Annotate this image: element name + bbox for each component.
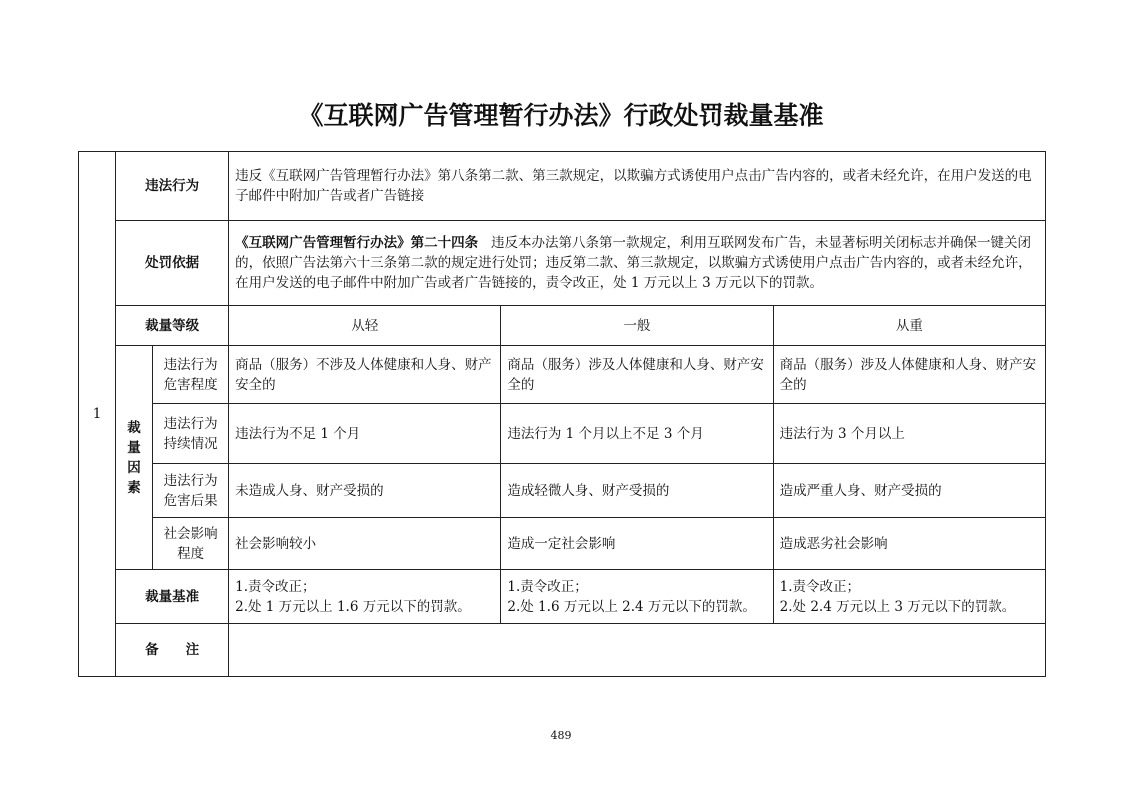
- violation-text: 违反《互联网广告管理暂行办法》第八条第二款、第三款规定，以欺骗方式诱使用户点击广告内容的，或者未经允许，在用户发送的电子邮件中附加广告或者广告链接: [229, 152, 1046, 221]
- factor-name: 违法行为危害后果: [153, 464, 229, 518]
- factor-cell: 造成严重人身、财产受损的: [773, 464, 1045, 518]
- basis-text: 违反本办法第八条第一款规定，利用互联网发布广告，未显著标明关闭标志并确保一键关闭的，依照广告法第六十三条第二款的规定进行处罚；违反第二款、第三款规定，以欺骗方式诱使用户点击广告内容的，或者未经允许，在用户发送的电子邮件中附加广告或者广告链接的，责令改正，处 1 万元以上 3 万元以下的罚款。: [235, 235, 1032, 291]
- standard-line: 2.处 2.4 万元以上 3 万元以下的罚款。: [779, 598, 1016, 615]
- standard-cell: [773, 570, 1045, 624]
- level-lenient: 从轻: [229, 306, 501, 346]
- level-general: 一般: [501, 306, 773, 346]
- factor-cell: 社会影响较小: [229, 518, 501, 570]
- basis-article: 《互联网广告管理暂行办法》第二十四条: [235, 235, 479, 251]
- factor-cell: 造成恶劣社会影响: [773, 518, 1045, 570]
- remarks-row: [79, 624, 1046, 677]
- levels-label: 裁量等级: [116, 306, 229, 346]
- standard-line: 1.责令改正；: [779, 578, 861, 595]
- violation-row: [79, 152, 1046, 221]
- factors-label-char: 量: [127, 439, 141, 456]
- penalty-standard-table: [78, 151, 1046, 677]
- level-severe: 从重: [773, 306, 1045, 346]
- factor-cell: 商品（服务）不涉及人体健康和人身、财产安全的: [229, 346, 501, 404]
- standard-line: 2.处 1.6 万元以上 2.4 万元以下的罚款。: [507, 598, 756, 615]
- levels-row: [79, 306, 1046, 346]
- factor-name: 违法行为危害程度: [153, 346, 229, 404]
- factors-label: [116, 346, 153, 570]
- row-number: 1: [79, 152, 116, 677]
- standard-cell: [501, 570, 773, 624]
- standard-label: 裁量基准: [116, 570, 229, 624]
- factor-name: 社会影响程度: [153, 518, 229, 570]
- standard-line: 1.责令改正；: [235, 578, 316, 595]
- factor-cell: 造成一定社会影响: [501, 518, 773, 570]
- factors-label-char: 因: [127, 459, 141, 476]
- factor-cell: 造成轻微人身、财产受损的: [501, 464, 773, 518]
- basis-label: 处罚依据: [116, 221, 229, 306]
- factor-row: [79, 518, 1046, 570]
- standard-line: 1.责令改正；: [507, 578, 588, 595]
- factor-row: [79, 346, 1046, 404]
- factor-name: 违法行为持续情况: [153, 404, 229, 464]
- factors-label-char: 裁: [127, 419, 141, 436]
- remarks-label: 备 注: [116, 624, 229, 677]
- factor-cell: 违法行为 3 个月以上: [773, 404, 1045, 464]
- factors-label-char: 素: [127, 479, 141, 496]
- document-title: 《互联网广告管理暂行办法》行政处罚裁量基准: [298, 101, 824, 130]
- remarks-text: [229, 624, 1046, 677]
- basis-text-cell: [229, 221, 1046, 306]
- factor-cell: 商品（服务）涉及人体健康和人身、财产安全的: [501, 346, 773, 404]
- factor-cell: 未造成人身、财产受损的: [229, 464, 501, 518]
- standard-row: [79, 570, 1046, 624]
- factor-row: [79, 464, 1046, 518]
- standard-cell: [229, 570, 501, 624]
- factor-cell: 商品（服务）涉及人体健康和人身、财产安全的: [773, 346, 1045, 404]
- factor-cell: 违法行为 1 个月以上不足 3 个月: [501, 404, 773, 464]
- violation-label: 违法行为: [116, 152, 229, 221]
- page-number: 489: [550, 729, 572, 742]
- standard-line: 2.处 1 万元以上 1.6 万元以下的罚款。: [235, 598, 471, 615]
- basis-row: [79, 221, 1046, 306]
- factor-cell: 违法行为不足 1 个月: [229, 404, 501, 464]
- factor-row: [79, 404, 1046, 464]
